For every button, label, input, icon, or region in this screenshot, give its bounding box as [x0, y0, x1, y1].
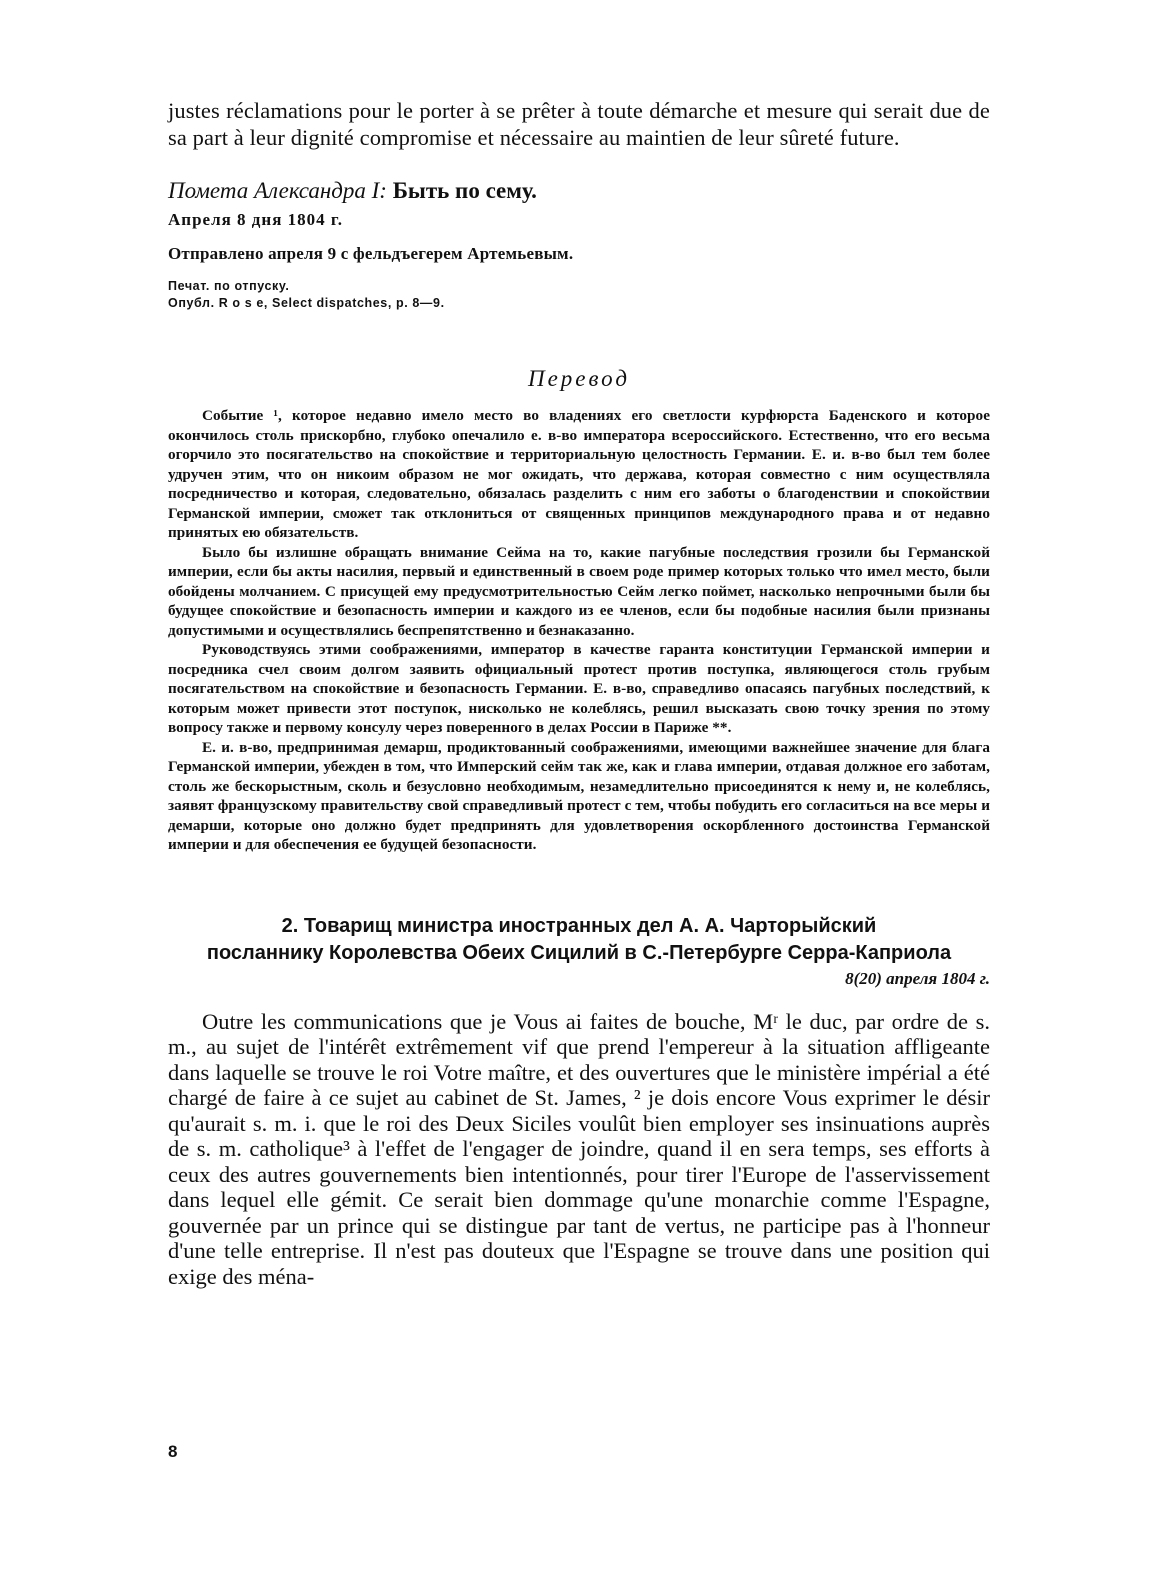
- translation-paragraph-1: Событие ¹, которое недавно имело место во владениях его светлости курфюрста Баденского и которое окончилось столь прискорбно, глубоко опечалило е. в-во императора всероссийского. Естественно, что его весьма огорчило это посягательство на спокойствие и территориальную целостность Германии. Е. и. в-во был тем более удручен этим, что он никоим образом не мог ожидать, что держава, которая совместно с ним осуществляла посредничество и которая, следовательно, обязалась разделить с ним его заботы о благоденствии и спокойствии Германской империи, сможет так отклониться от священных принципов международного права и от недавно принятых ею обязательств.: [168, 407, 990, 541]
- translation-paragraph-2: Было бы излишне обращать внимание Сейма на то, какие пагубные последствия грозили бы Германской империи, если бы акты насилия, первый и единственный в своем роде пример которых только что имел место, были обойдены молчанием. С присущей ему предусмотрительностью Сейм легко поймет, насколько непрочными были бы будущее спокойствие и безопасность империи и каждого из ее членов, если бы подобные насилия были признаны допустимыми и осуществлялись беспрепятственно и безнаказанно.: [168, 543, 990, 639]
- document-title-line-1: 2. Товарищ министра иностранных дел А. А. Чарторыйский: [281, 914, 877, 937]
- document-date: 8(20) апреля 1804 г.: [845, 968, 990, 988]
- resolution-note: [168, 178, 990, 204]
- french-paragraph: Outre les communications que je Vous ai faites de bouche, Mʳ le duc, par ordre de s. m., au sujet de l'intérêt extrêmement vif que prend l'empereur à la situation affligeante dans laquelle se trouve le roi Votre maître, et des ouvertures que le ministère impérial a été chargé de faire à ce sujet au cabinet de St. James, ² je dois encore Vous exprimer le désir qu'aurait s. m. i. que le roi des Deux Siciles voulût bien employer ses insinuations auprès de s. m. catholique³ à l'effet de l'engager de joindre, quand il en sera temps, ses efforts à ceux des autres gouvernements bien intentionnés, pour tirer l'Europe de l'asservissement dans lequel elle gémit. Ce serait bien dommage qu'une monarchie comme l'Espagne, gouvernée par un prince qui se distingue par tant de vertus, ne participe pas à l'honneur d'une telle entreprise. Il n'est pas douteux que l'Espagne se trouve dans une position qui exige des ména-: [168, 1008, 990, 1289]
- document-title: [168, 913, 990, 967]
- resolution-date: Апреля 8 дня 1804 г.: [168, 210, 343, 229]
- translation-heading: Перевод: [527, 366, 631, 391]
- continuation-paragraph: justes réclamations pour le porter à se prêter à toute démarche et mesure qui serait due de sa part à leur dignité compromise et nécessaire au maintien de leur sûreté future.: [168, 98, 990, 150]
- source-print: Печат. по отпуску.: [168, 279, 290, 293]
- translation-paragraph-3: Руководствуясь этими соображениями, император в качестве гаранта конституции Германской империи и посредника счел своим долгом заявить официальный протест против поступка, являющегося столь грубым посягательством на спокойствие и безопасность Германии. Е. в-во, справедливо опасаясь пагубных последствий, к которым может привести этот поступок, нисколько не колеблясь, решил высказать свою точку зрения по этому вопросу также и первому консулу через поверенного в делах России в Париже **.: [168, 641, 990, 736]
- page-number: 8: [168, 1442, 178, 1461]
- resolution-text: Быть по сему.: [392, 178, 537, 203]
- resolution-label: Помета Александра I:: [168, 178, 387, 203]
- document-page: [168, 98, 990, 1289]
- translation-paragraph-4: Е. и. в-во, предпринимая демарш, продиктованный соображениями, имеющими важнейшее значение для блага Германской империи, убежден в том, что Имперский сейм так же, как и глава империи, отдавая должное его заботам, столь же бескорыстным, сколь и безусловно необходимым, незамедлительно присоединятся к нему и, не колеблясь, заявят французскому правительству свой справедливый протест с тем, чтобы побудить его согласиться на все меры и демарши, которые оно должно будет предпринять для удовлетворения оскорбленного достоинства Германской империи и для обеспечения ее будущей безопасности.: [168, 738, 990, 853]
- document-title-line-2: посланнику Королевства Обеих Сицилий в С.-Петербурге Серра-Каприола: [206, 941, 952, 964]
- sent-note: Отправлено апреля 9 с фельдъегерем Артемьевым.: [168, 244, 574, 263]
- source-published: Опубл. R o s e, Select dispatches, p. 8—9.: [168, 296, 445, 310]
